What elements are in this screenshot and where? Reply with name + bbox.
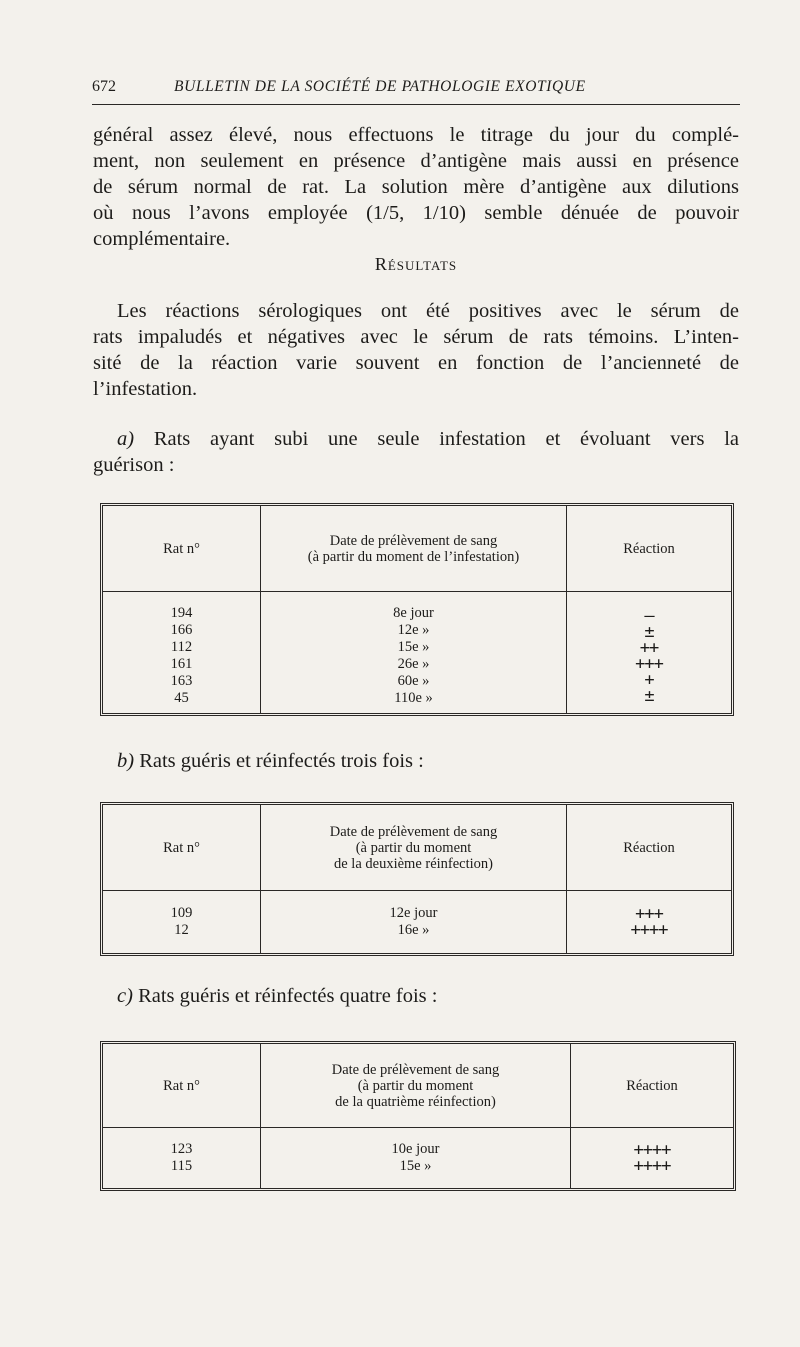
table-b-date-column	[261, 891, 567, 953]
table-a-rat-cell: 194	[170, 604, 193, 621]
reaction-mark: —	[644, 605, 654, 626]
table-b-rat-cell: 12	[174, 922, 189, 938]
reaction-mark: +	[644, 669, 654, 690]
table-c-header-date-line: Date de prélèvement de sang	[331, 1061, 500, 1078]
table-a-date-cell: 26e »	[397, 655, 430, 672]
table-a-header-date-line: (à partir du moment de l’infestation)	[307, 548, 520, 565]
table-c-date-column	[261, 1128, 571, 1188]
text-line: de sérum normal de rat. La solution mère d’antigène aux dilutions	[93, 176, 739, 198]
reaction-mark: +++	[635, 653, 663, 674]
table-a-date-cell: 12e »	[397, 621, 430, 638]
section-a-title-line	[93, 426, 739, 452]
section-c-title	[117, 985, 438, 1008]
table-a-date-cell: 110e »	[394, 689, 433, 706]
table-c-reaction-column	[571, 1128, 733, 1188]
table-c-rat-cell: 115	[170, 1158, 193, 1174]
section-heading: Résultats	[374, 254, 458, 274]
table-a-date-cell: 15e »	[397, 638, 430, 655]
table-a-header-date-line: Date de prélèvement de sang	[329, 532, 498, 549]
reaction-mark: ++++	[630, 920, 668, 940]
text-line: Les réactions sérologiques ont été positives avec le sérum de	[117, 300, 739, 322]
table-b-header-date-line: (à partir du moment	[355, 839, 472, 856]
table-a-date-column	[261, 592, 567, 713]
table-c-date-cell: 15e »	[399, 1158, 432, 1174]
section-b-letter: b)	[117, 750, 135, 772]
running-header	[92, 76, 740, 105]
text-line: l’infestation.	[93, 378, 198, 400]
text-line: général assez élevé, nous effectuons le titrage du jour du complé-	[93, 124, 739, 146]
table-b	[100, 802, 734, 956]
table-a-rat-cell: 161	[170, 655, 193, 672]
table-b-header-rat: Rat n°	[103, 805, 261, 891]
section-a-title-text: Rats ayant subi une seule infestation et évoluant vers la	[153, 428, 739, 450]
table-b-date-cell: 16e »	[397, 922, 430, 938]
section-b-title	[117, 750, 424, 773]
table-a-reaction-column	[567, 592, 731, 713]
section-a-title-line2: guérison :	[93, 454, 175, 476]
table-b-rat-column	[103, 891, 261, 953]
table-a-header-date	[261, 506, 567, 592]
reaction-mark: +++	[635, 904, 663, 924]
reaction-mark: ±	[644, 621, 654, 642]
table-a-header-rat: Rat n°	[103, 506, 261, 592]
table-b-rat-cell: 109	[170, 905, 193, 921]
results-paragraph	[93, 298, 739, 402]
text-line: ment, non seulement en présence d’antigène mais aussi en présence	[93, 150, 739, 172]
table-b-header-date	[261, 805, 567, 891]
reaction-mark: ++++	[633, 1156, 671, 1176]
table-c-header-rat: Rat n°	[103, 1044, 261, 1128]
section-c-title-text: Rats guéris et réinfectés quatre fois :	[138, 985, 438, 1007]
reaction-mark: ++++	[633, 1140, 671, 1160]
table-a-rat-column	[103, 592, 261, 713]
table-b-header-reaction: Réaction	[567, 805, 731, 891]
table-c	[100, 1041, 736, 1191]
table-c-rat-column	[103, 1128, 261, 1188]
section-a-title	[93, 426, 739, 478]
text-line: sité de la réaction varie souvent en fonction de l’ancienneté de	[93, 352, 739, 374]
table-b-header-date-line: de la deuxième réinfection)	[333, 855, 494, 872]
table-c-header-date-line: (à partir du moment	[357, 1077, 474, 1094]
table-a-date-cell: 8e jour	[393, 604, 434, 621]
reaction-mark: ±	[644, 685, 654, 706]
text-line: rats impaludés et négatives avec le sérum de rats témoins. L’inten-	[93, 326, 739, 348]
table-a-date-cell: 60e »	[397, 672, 430, 689]
page-number: 672	[92, 78, 116, 95]
table-c-header-date-line: de la quatrième réinfection)	[335, 1093, 496, 1110]
text-line: où nous l’avons employée (1/5, 1/10) semble dénuée de pouvoir	[93, 202, 739, 224]
table-a-header-reaction: Réaction	[567, 506, 731, 592]
table-a-rat-cell: 112	[170, 638, 193, 655]
table-c-header-date	[261, 1044, 571, 1128]
text-line: complémentaire.	[93, 228, 231, 250]
section-c-letter: c)	[117, 985, 133, 1007]
table-b-date-cell: 12e jour	[389, 905, 438, 921]
section-b-title-text: Rats guéris et réinfectés trois fois :	[139, 750, 424, 772]
section-a-letter: a)	[117, 428, 135, 450]
reaction-mark: ++	[639, 637, 659, 658]
table-c-date-cell: 10e jour	[391, 1141, 440, 1157]
table-a	[100, 503, 734, 716]
table-c-header-reaction: Réaction	[571, 1044, 733, 1128]
running-title: BULLETIN DE LA SOCIÉTÉ DE PATHOLOGIE EXOTIQUE	[174, 78, 586, 95]
table-b-reaction-column	[567, 891, 731, 953]
table-a-rat-cell: 45	[174, 689, 189, 706]
table-c-rat-cell: 123	[170, 1141, 193, 1157]
intro-paragraph	[93, 122, 739, 252]
table-a-rat-cell: 163	[170, 672, 193, 689]
table-b-header-date-line: Date de prélèvement de sang	[329, 823, 498, 840]
table-a-rat-cell: 166	[170, 621, 193, 638]
